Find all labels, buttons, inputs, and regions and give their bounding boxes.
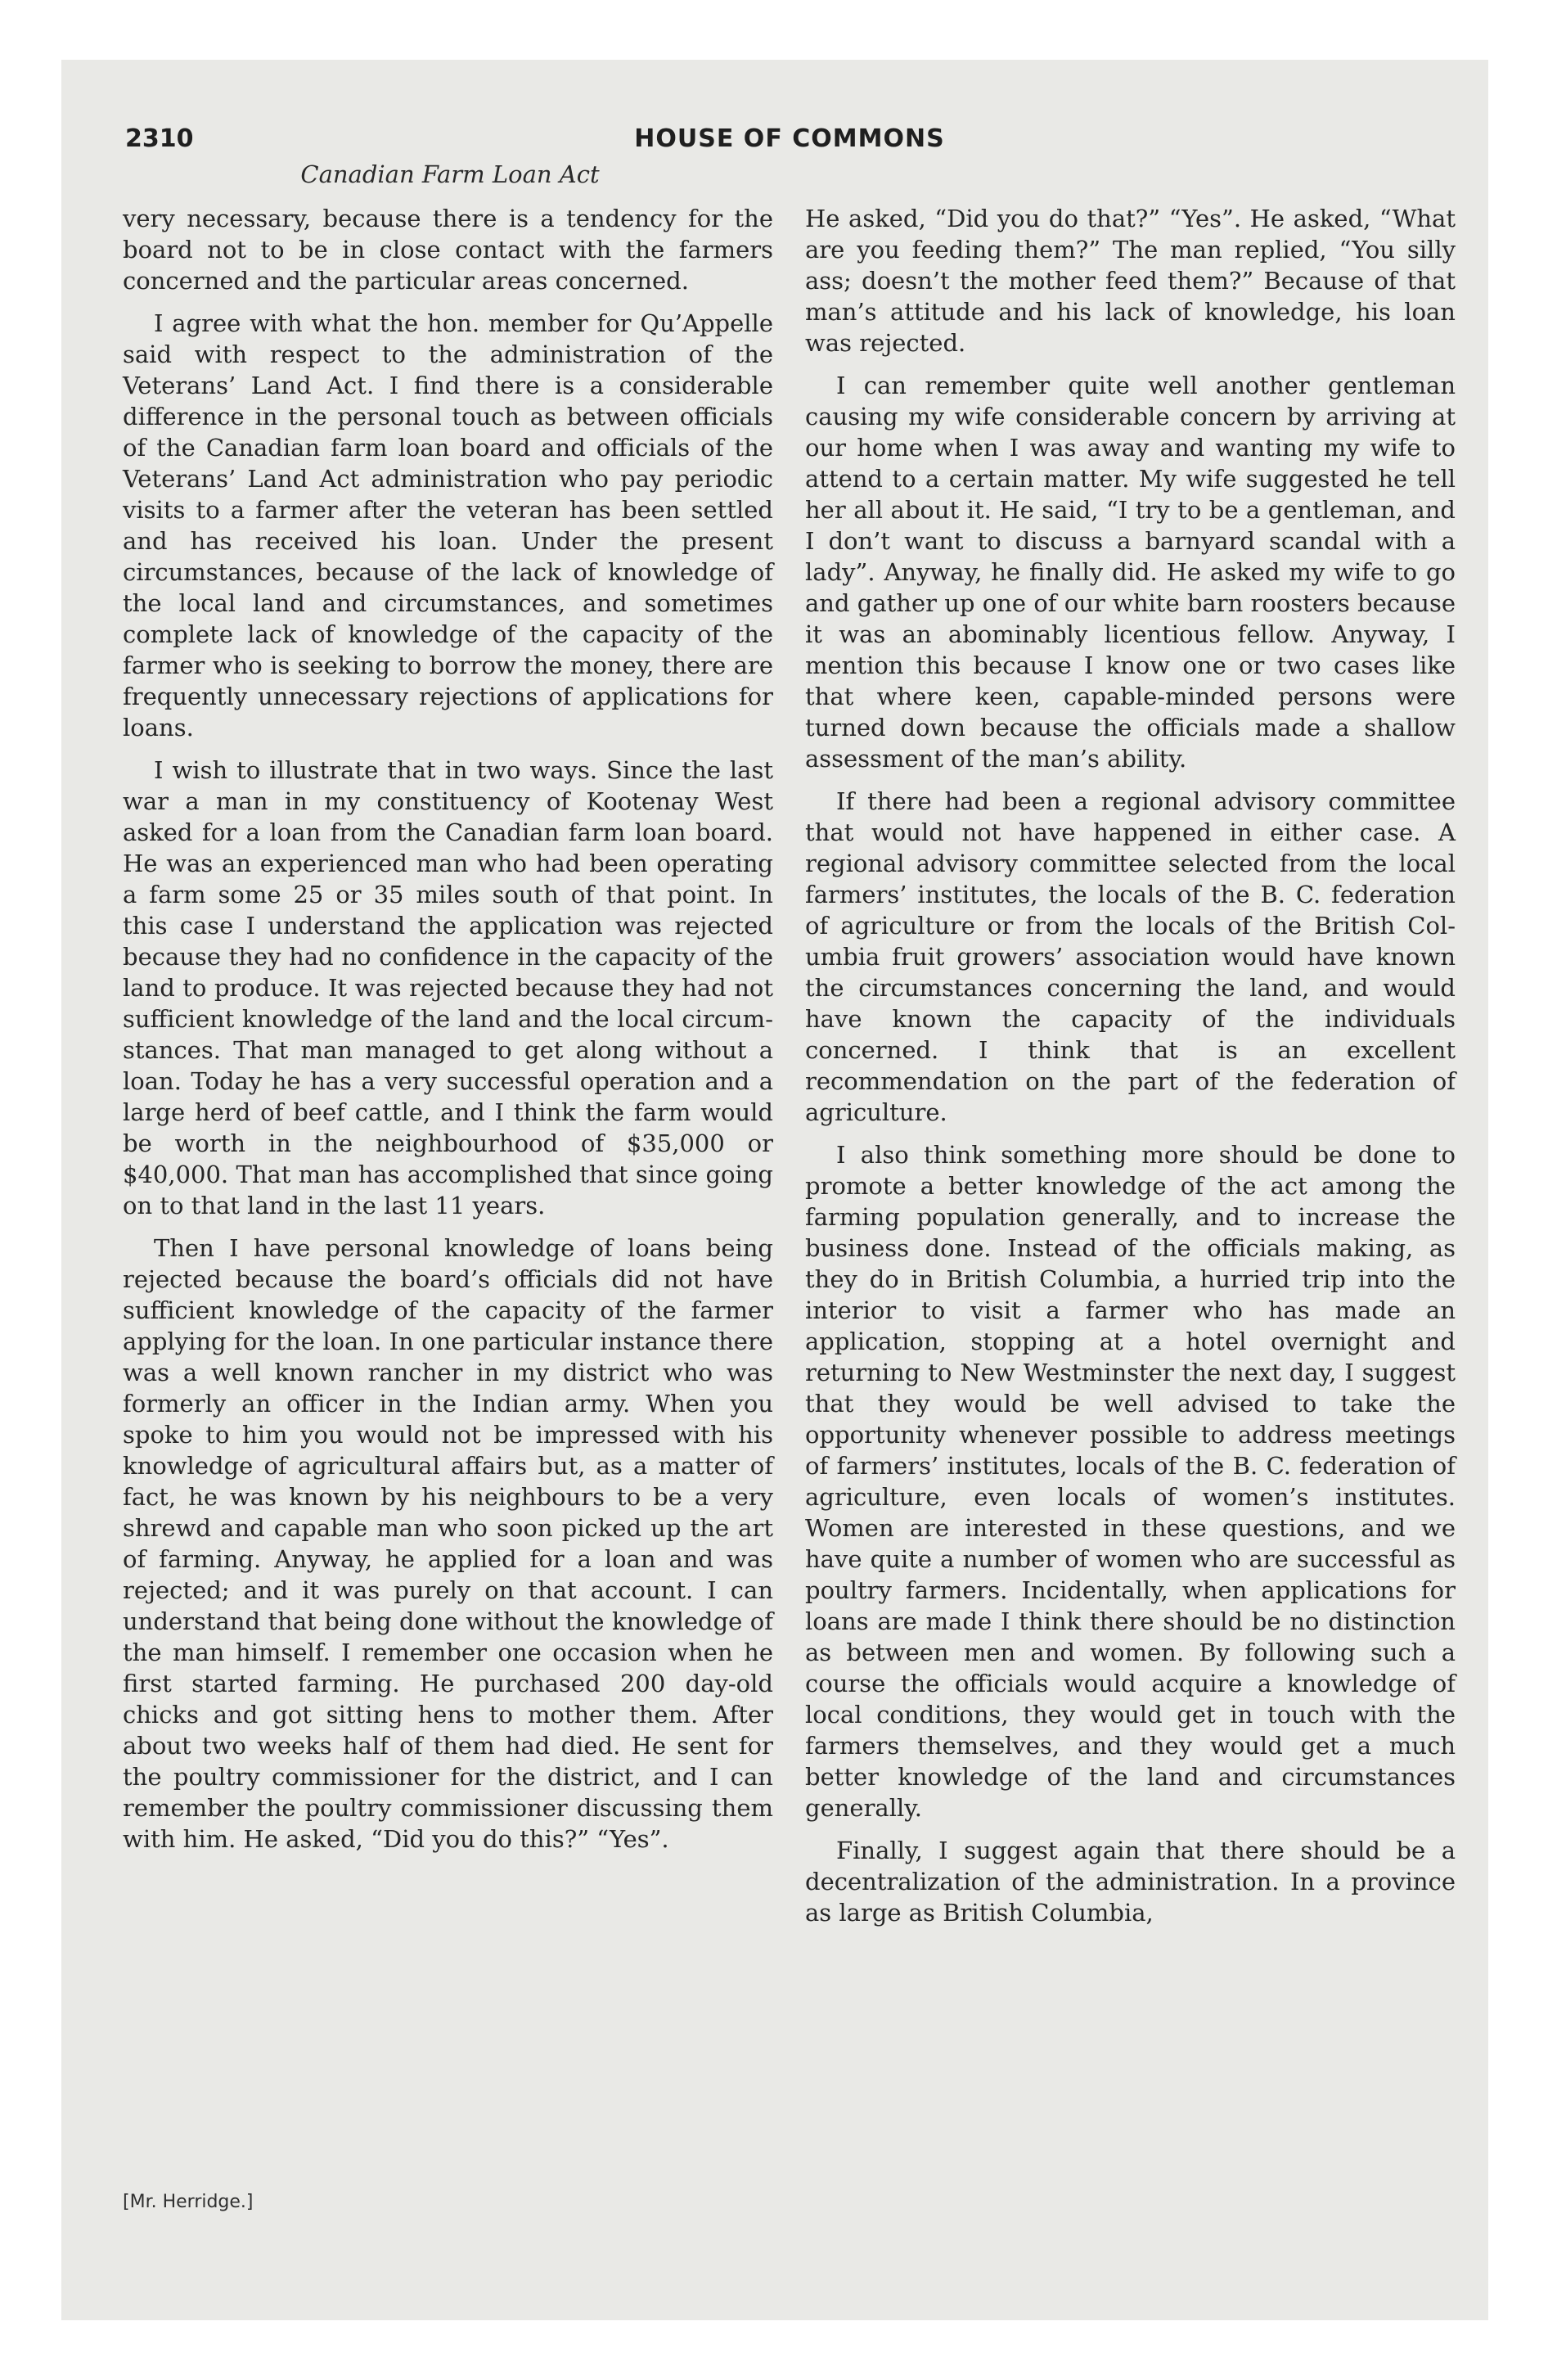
page-number: 2310 xyxy=(125,124,194,153)
paragraph: Then I have personal knowledge of loans being rejected because the board’s officials did not have sufficient knowledge of the capacity of the farmer applying for the loan. In one particular instance there was a well known rancher in my district who was formerly an officer in the Indian army. When you spoke to him you would not be impressed with his knowledge of agricultural affairs but, as a matter of fact, he was known by his neighbours to be a very shrewd and capable man who soon picked up the art of farming. Anyway, he applied for a loan and was rejected; and it was purely on that account. I can understand that being done without the knowledge of the man himself. I remember one occasion when he first started farming. He purchased 200 day-old chicks and got sitting hens to mother them. After about two weeks half of them had died. He sent for the poultry commissioner for the district, and I can remember the poultry commissioner discussing them with him. He asked, “Did you do this?” “Yes”. xyxy=(123,1234,773,1853)
paragraph: If there had been a regional advisory committee that would not have happened in either case. A regional advisory committee selected from the local farmers’ institutes, the locals of the B. C. federation of agriculture or from the locals of the British Columbia fruit growers’ association would have known the circumstances concerning the land, and would have known the capacity of the individuals concerned. I think that is an excellent recommendation on the part of the federation of agriculture. xyxy=(805,787,1456,1126)
publication-title: HOUSE OF COMMONS xyxy=(634,124,945,153)
paragraph: I wish to illustrate that in two ways. Since the last war a man in my constituency of Kootenay West asked for a loan from the Canadian farm loan board. He was an experienced man who had been operating a farm some 25 or 35 miles south of that point. In this case I understand the application was rejected because they had no confidence in the capacity of the land to produce. It was rejected because they had not sufficient knowledge of the land and the local circumstances. That man managed to get along without a loan. Today he has a very successful operation and a large herd of beef cattle, and I think the farm would be worth in the neighbourhood of $35,000 or $40,000. That man has accomplished that since going on to that land in the last 11 years. xyxy=(123,756,773,1219)
running-head: Canadian Farm Loan Act xyxy=(300,160,600,188)
right-column xyxy=(805,203,1456,1940)
left-column xyxy=(123,203,773,1866)
paragraph: I also think something more should be done to promote a better knowledge of the act among the farming population generally, and to increase the business done. Instead of the officials making, as they do in British Columbia, a hurried trip into the interior to visit a farmer who has made an application, stopping at a hotel overnight and returning to New Westminster the next day, I suggest that they would be well advised to take the opportunity whenever possible to address meetings of farmers’ institutes, locals of the B. C. federation of agriculture, even locals of women’s institutes. Women are interested in these questions, and we have quite a number of women who are successful as poultry farmers. Incidentally, when applications for loans are made I think there should be no distinction as between men and women. By following such a course the officials would acquire a knowledge of local conditions, they would get in touch with the farmers themselves, and they would get a much better knowledge of the land and circumstances generally. xyxy=(805,1141,1456,1822)
speaker-note: [Mr. Herridge.] xyxy=(123,2192,254,2212)
paragraph: I can remember quite well another gentleman causing my wife considerable concern by arriving at our home when I was away and wanting my wife to attend to a certain matter. My wife suggested he tell her all about it. He said, “I try to be a gentleman, and I don’t want to discuss a barnyard scandal with a lady”. Anyway, he finally did. He asked my wife to go and gather up one of our white barn roosters because it was an abominably licentious fellow. Anyway, I mention this because I know one or two cases like that where keen, capable-minded persons were turned down because the officials made a shallow assessment of the man’s ability. xyxy=(805,372,1456,773)
paragraph: He asked, “Did you do that?” “Yes”. He asked, “What are you feeding them?” The man replied, “You silly ass; doesn’t the mother feed them?” Because of that man’s attitude and his lack of knowledge, his loan was rejected. xyxy=(805,205,1456,357)
page-header xyxy=(125,124,1454,165)
paragraph: very necessary, because there is a tendency for the board not to be in close contact with the farmers concerned and the particular areas concerned. xyxy=(123,205,773,295)
paragraph: Finally, I suggest again that there should be a decentralization of the administration. In a province as large as British Columbia, xyxy=(805,1837,1456,1927)
paragraph: I agree with what the hon. member for Qu’Appelle said with respect to the administration of the Veterans’ Land Act. I find there is a considerable difference in the personal touch as between officials of the Canadian farm loan board and officials of the Veterans’ Land Act administration who pay periodic visits to a farmer after the veteran has been settled and has received his loan. Under the present circumstances, because of the lack of knowledge of the local land and circumstances, and sometimes complete lack of knowledge of the capacity of the farmer who is seeking to borrow the money, there are frequently unnecessary rejections of applications for loans. xyxy=(123,309,773,741)
